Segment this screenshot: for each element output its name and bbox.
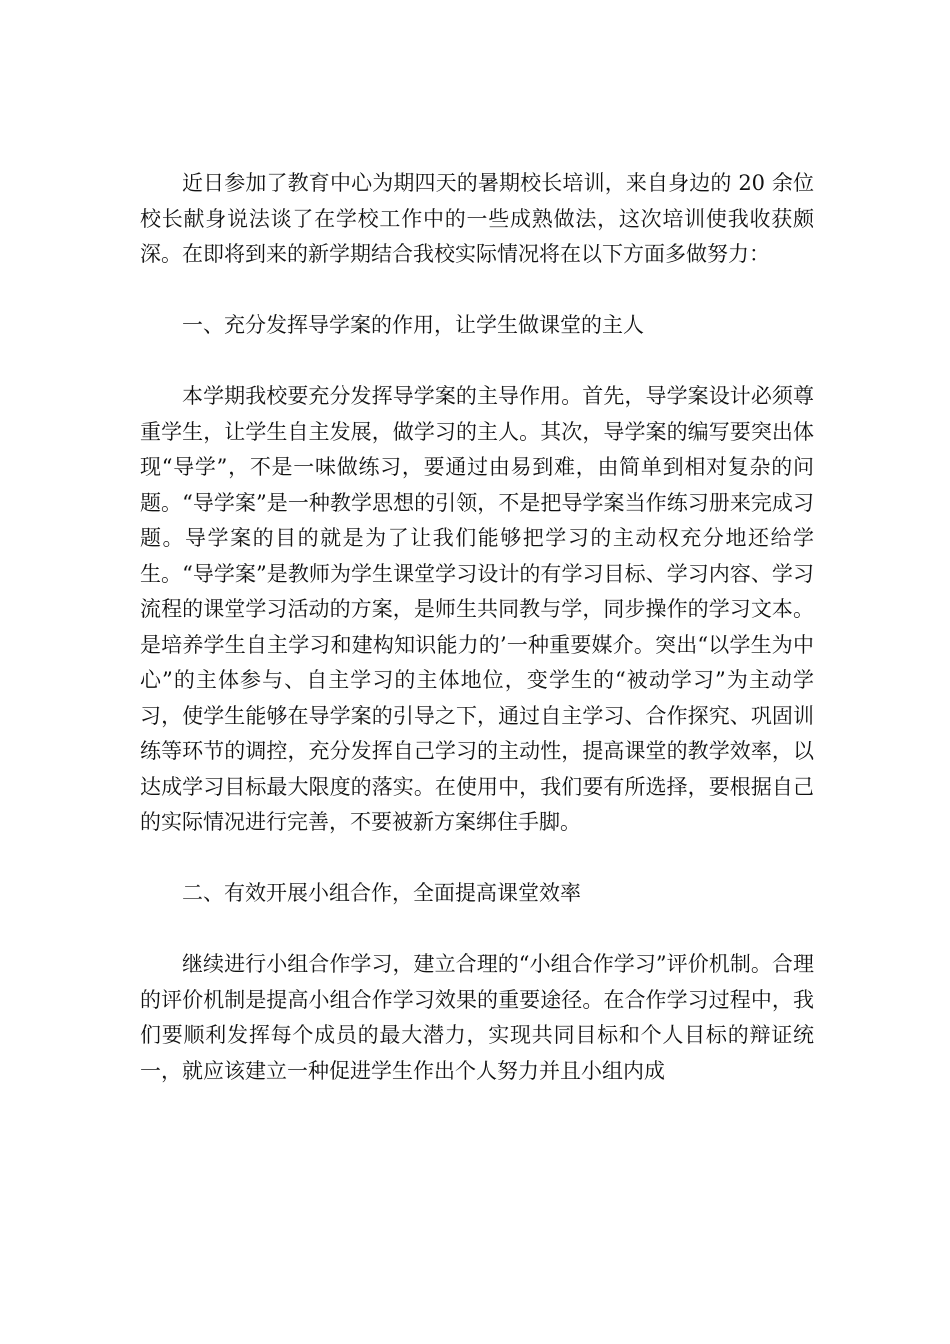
paragraph-spacer [140,841,814,877]
intro-paragraph: 近日参加了教育中心为期四天的暑期校长培训，来自身边的 20 余位校长献身说法谈了在学校工作中的一些成熟做法，这次培训使我收获颇深。在即将到来的新学期结合我校实际情况将在以下方面多做努力： [140,171,814,266]
document-body [140,166,814,1089]
section-1-paragraph: 本学期我校要充分发挥导学案的主导作用。首先，导学案设计必须尊重学生，让学生自主发展，做学习的主人。其次，导学案的编写要突出体现“导学”，不是一味做练习，要通过由易到难，由简单到相对复杂的问题。“导学案”是一种教学思想的引领，不是把导学案当作练习册来完成习题。导学案的目的就是为了让我们能够把学习的主动权充分地还给学生。“导学案”是教师为学生课堂学习设计的有学习目标、学习内容、学习流程的课堂学习活动的方案，是师生共同教与学，同步操作的学习文本。是培养学生自主学习和建构知识能力的’一种重要媒介。突出“以学生为中心”的主体参与、自主学习的主体地位，变学生的“被动学习”为主动学习，使学生能够在导学案的引导之下，通过自主学习、合作探究、巩固训练等环节的调控，充分发挥自己学习的主动性，提高课堂的教学效率，以达成学习目标最大限度的落实。在使用中，我们要有所选择，要根据自己的实际情况进行完善，不要被新方案绑住手脚。 [140,384,814,834]
paragraph-spacer [140,273,814,309]
section-heading-1: 一、充分发挥导学案的作用，让学生做课堂的主人 [182,313,644,337]
section-heading-2: 二、有效开展小组合作，全面提高课堂效率 [182,881,581,905]
paragraph-spacer [140,912,814,948]
section-2-paragraph: 继续进行小组合作学习，建立合理的“小组合作学习”评价机制。合理的评价机制是提高小组合作学习效果的重要途径。在合作学习过程中，我们要顺利发挥每个成员的最大潜力，实现共同目标和个人目标的辩证统一，就应该建立一种促进学生作出个人努力并且小组内成 [140,952,814,1083]
paragraph-spacer [140,344,814,380]
